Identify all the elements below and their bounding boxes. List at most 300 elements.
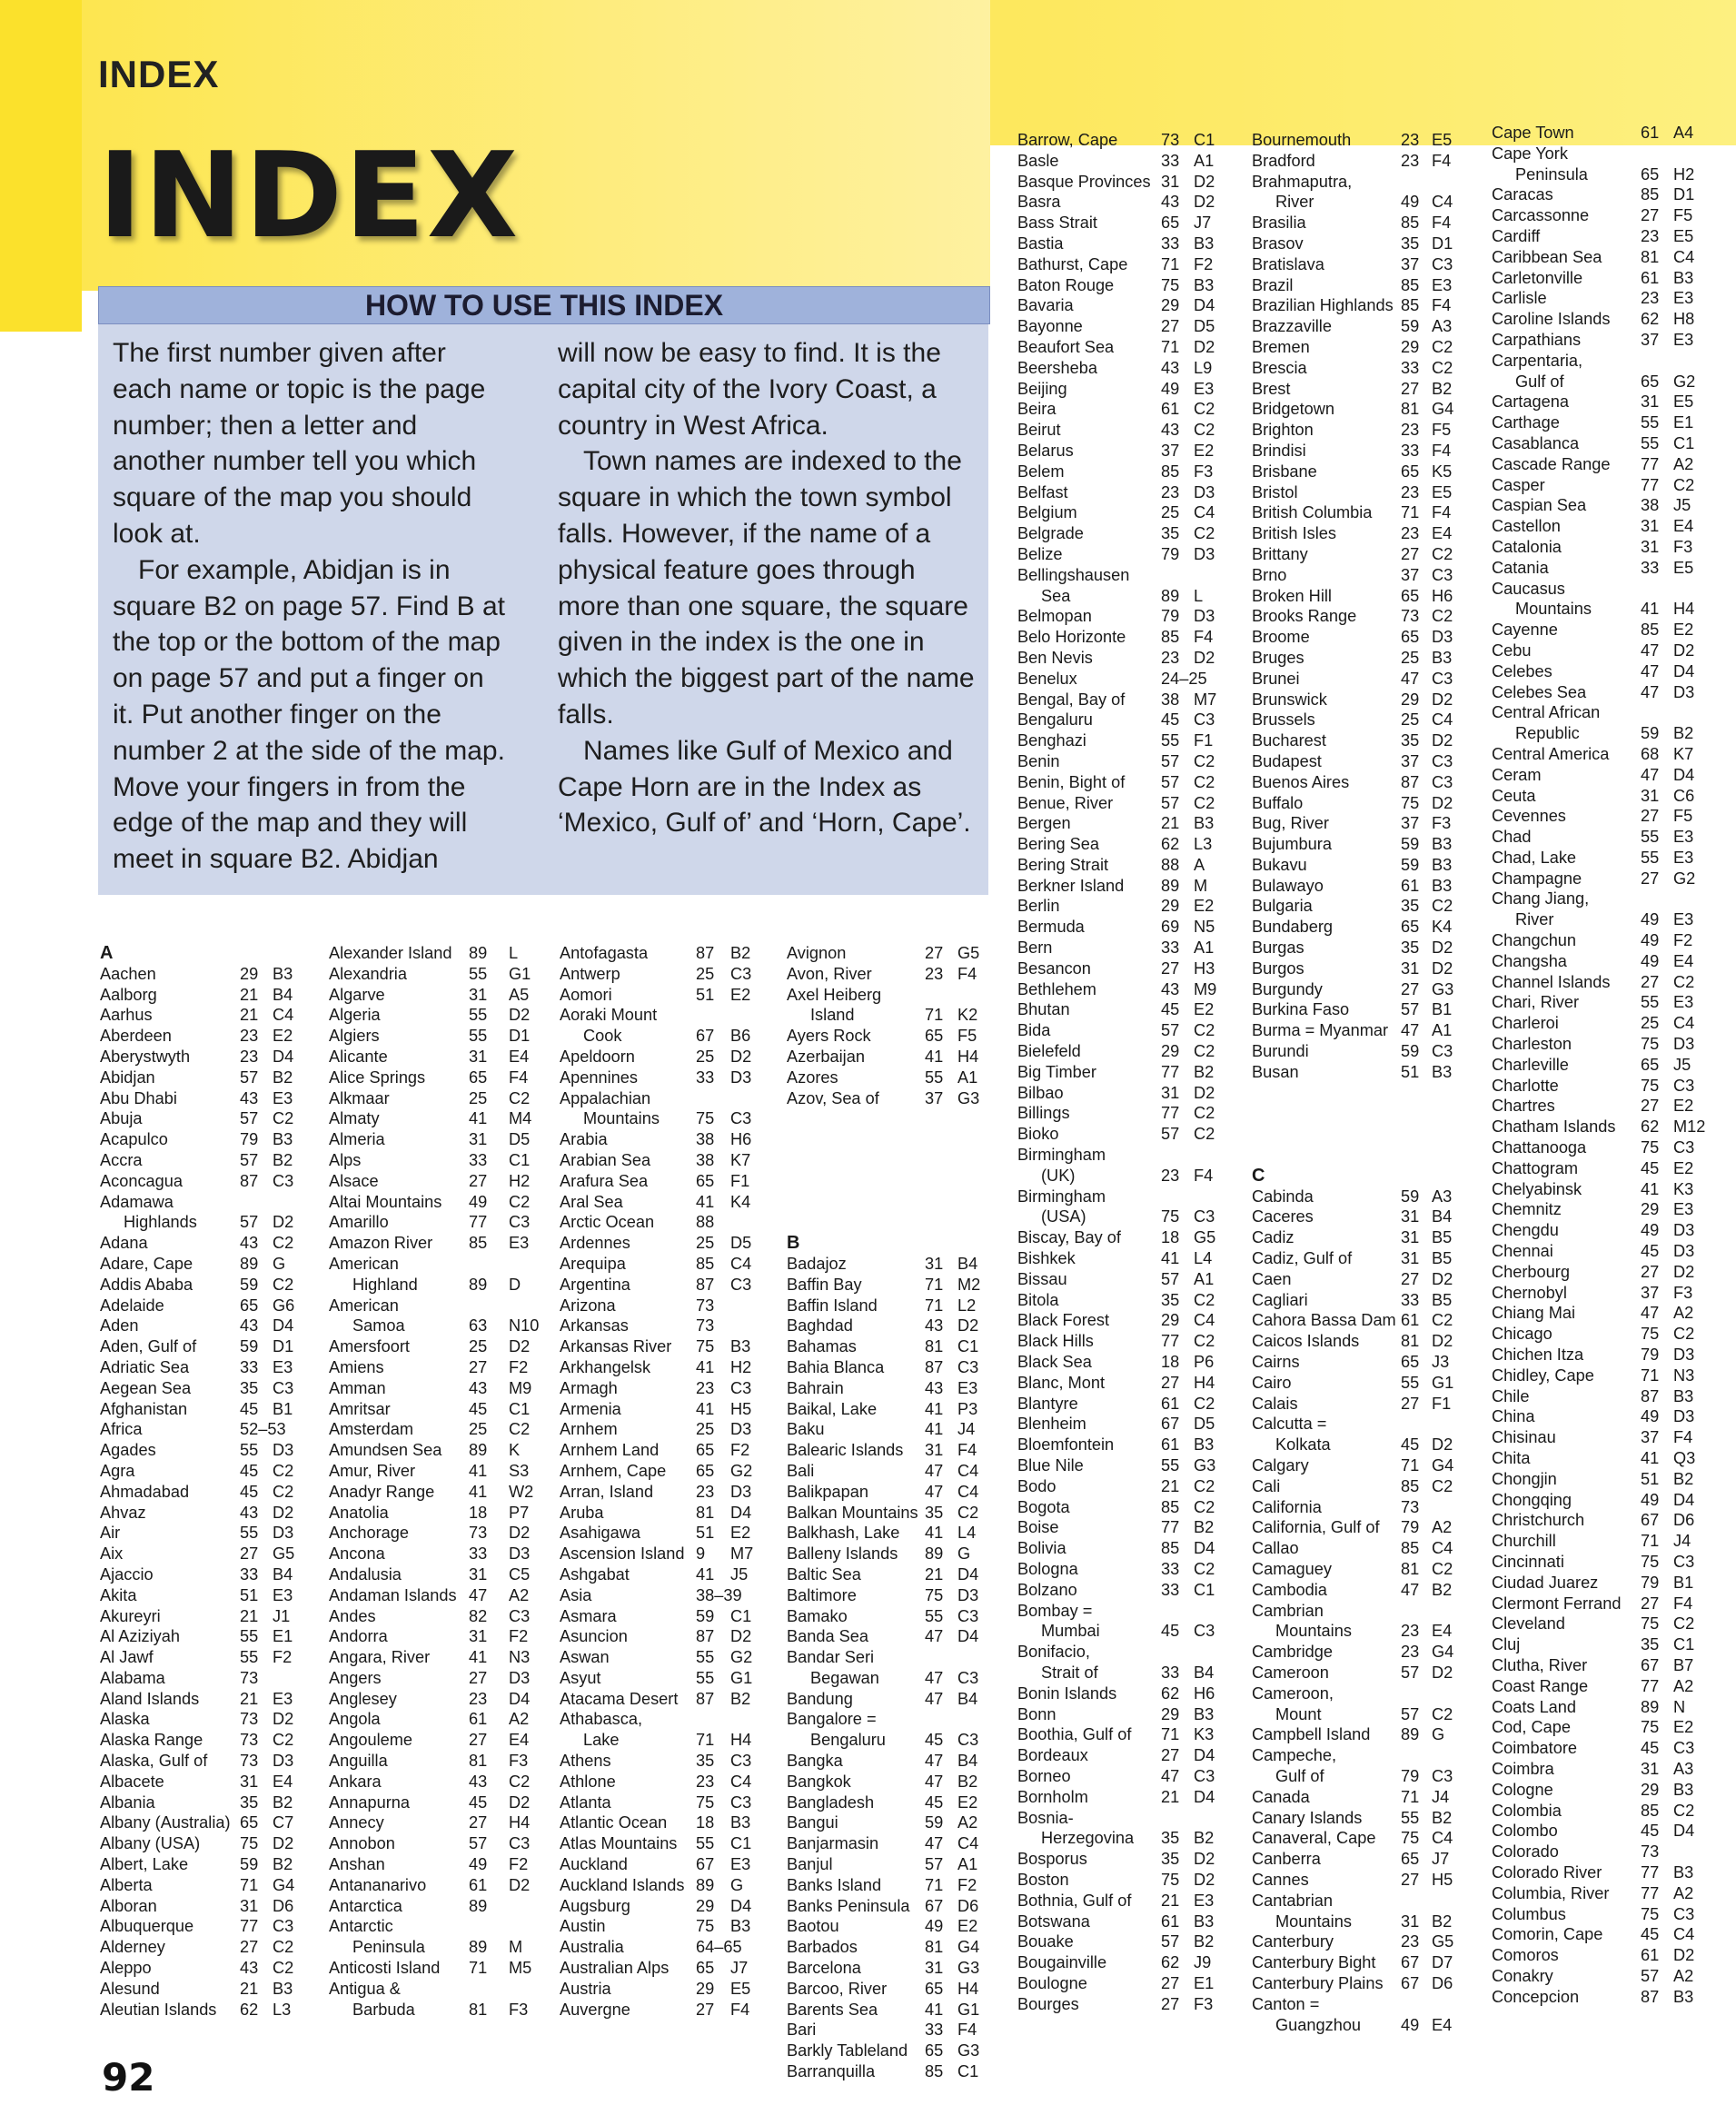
index-square: B5 — [1432, 1228, 1453, 1247]
index-square: F2 — [1194, 254, 1214, 273]
index-square: C2 — [1432, 1704, 1453, 1723]
index-page: 33 — [1401, 441, 1420, 460]
index-name: River — [1515, 910, 1554, 929]
index-page: 25 — [1641, 1014, 1660, 1033]
index-page: 87 — [696, 1275, 715, 1294]
index-page: 35 — [1401, 731, 1420, 750]
index-page: 45 — [469, 1399, 488, 1418]
index-name: Gulf of — [1275, 1766, 1324, 1785]
index-page: 71 — [925, 1275, 944, 1294]
index-page: 47 — [1641, 765, 1660, 784]
index-name: Brno — [1252, 565, 1287, 584]
index-page: 87 — [696, 944, 715, 962]
index-square: H2 — [1673, 164, 1695, 184]
index-name: Campeche, — [1252, 1746, 1337, 1765]
index-name: Besancon — [1017, 958, 1091, 978]
index-square: E5 — [1673, 558, 1694, 577]
index-page: 65 — [1401, 1850, 1420, 1869]
index-page: 61 — [1641, 1946, 1660, 1965]
index-name: Blue Nile — [1017, 1456, 1084, 1475]
index-name: Mount — [1275, 1704, 1322, 1723]
index-square: M7 — [1194, 690, 1217, 709]
index-name: Bellingshausen — [1017, 565, 1130, 584]
index-page: 59 — [696, 1606, 715, 1625]
index-name: Chelyabinsk — [1492, 1179, 1582, 1198]
index-page: 23 — [925, 964, 944, 983]
index-page: 75 — [1641, 1718, 1660, 1737]
index-name: Highland — [352, 1275, 418, 1294]
index-page: 65 — [1401, 918, 1420, 937]
index-name: Chichen Itza — [1492, 1346, 1584, 1365]
index-name: Bastia — [1017, 233, 1064, 253]
index-page: 87 — [1641, 1386, 1660, 1405]
index-name: Alaska, Gulf of — [100, 1752, 208, 1771]
index-name: Brescia — [1252, 358, 1307, 377]
index-square: F4 — [509, 1067, 529, 1087]
index-page: 21 — [1161, 1476, 1180, 1495]
index-name: Bahrain — [787, 1378, 844, 1397]
index-square: G — [730, 1875, 744, 1894]
index-square: F4 — [730, 2000, 750, 2019]
index-page: 77 — [1641, 454, 1660, 473]
index-name: Albania — [100, 1792, 155, 1812]
index-page: 21 — [240, 985, 259, 1004]
index-page: 55 — [1401, 1808, 1420, 1827]
index-page: 33 — [1161, 1663, 1180, 1682]
index-name: Andaman Islands — [329, 1585, 457, 1604]
index-name: Bodo — [1017, 1476, 1056, 1495]
index-page: 41 — [1641, 1449, 1660, 1467]
index-name: Asmara — [560, 1606, 617, 1625]
index-name: Chongqing — [1492, 1490, 1572, 1509]
index-name: Ashgabat — [560, 1564, 630, 1584]
index-square: G1 — [509, 964, 531, 983]
index-page: 71 — [469, 1959, 488, 1978]
index-name: Basque Provinces — [1017, 172, 1151, 191]
index-name: Albany (Australia) — [100, 1813, 231, 1832]
index-page: 59 — [240, 1337, 259, 1356]
index-square: C4 — [273, 1006, 294, 1025]
index-name: Antananarivo — [329, 1875, 427, 1894]
index-name: Albuquerque — [100, 1917, 194, 1936]
index-square: A1 — [1194, 151, 1215, 170]
index-page: 43 — [469, 1378, 488, 1397]
index-square: G — [957, 1544, 971, 1564]
index-page: 23 — [1401, 421, 1420, 440]
index-square: B7 — [1673, 1655, 1694, 1674]
index-name: Brunei — [1252, 669, 1300, 688]
index-page: 77 — [1161, 1518, 1180, 1537]
index-name: Burgos — [1252, 958, 1304, 978]
index-page: 35 — [240, 1792, 259, 1812]
index-name: Central African — [1492, 703, 1601, 722]
index-square: D1 — [1432, 233, 1453, 253]
index-page: 38–39 — [696, 1585, 742, 1604]
index-page: 65 — [1641, 164, 1660, 184]
index-square: D2 — [1194, 172, 1215, 191]
index-name: Strait of — [1041, 1663, 1098, 1682]
index-page: 31 — [1641, 537, 1660, 556]
index-page: 63 — [469, 1316, 488, 1336]
index-square: C3 — [273, 1378, 294, 1397]
index-page: 29 — [1641, 1780, 1660, 1799]
index-name: Aden, Gulf of — [100, 1337, 197, 1356]
index-page: 37 — [1641, 1428, 1660, 1447]
index-square: E2 — [957, 1917, 978, 1936]
index-square: B3 — [1194, 1435, 1215, 1455]
index-square: N10 — [509, 1316, 540, 1336]
index-page: 45 — [469, 1792, 488, 1812]
index-name: Caucasus — [1492, 579, 1565, 598]
index-name: Benin, Bight of — [1017, 772, 1126, 791]
index-square: D4 — [1673, 1490, 1695, 1509]
index-name: Bujumbura — [1252, 835, 1332, 854]
index-square: C3 — [509, 1213, 531, 1232]
index-page: 47 — [1161, 1766, 1180, 1785]
index-square: G2 — [730, 1648, 753, 1667]
index-name: Cairns — [1252, 1353, 1300, 1372]
index-page: 81 — [1401, 400, 1420, 419]
index-square: F4 — [1432, 151, 1452, 170]
index-page: 31 — [1401, 1228, 1420, 1247]
index-page: 62 — [1161, 1953, 1180, 1972]
index-square: E3 — [957, 1378, 978, 1397]
index-square: C3 — [1194, 710, 1215, 730]
index-page: 45 — [1401, 1435, 1420, 1455]
index-page: 55 — [469, 1027, 488, 1046]
index-square: C2 — [273, 1275, 294, 1294]
index-page: 61 — [1161, 1912, 1180, 1931]
index-square: C3 — [1432, 751, 1453, 770]
index-square: C1 — [1194, 131, 1215, 149]
index-name: Arnhem, Cape — [560, 1461, 667, 1480]
index-page: 57 — [469, 1834, 488, 1853]
index-name: Bass Strait — [1017, 213, 1097, 233]
index-name: Andalusia — [329, 1564, 402, 1584]
index-square: C4 — [1194, 1311, 1215, 1330]
index-name: Amur, River — [329, 1461, 415, 1480]
index-name: Belarus — [1017, 441, 1074, 460]
index-name: Begawan — [810, 1668, 879, 1687]
index-square: F5 — [957, 1027, 977, 1046]
index-square: C2 — [273, 1461, 294, 1480]
index-square: C4 — [957, 1834, 979, 1853]
index-square: C2 — [1673, 1614, 1695, 1633]
index-page: 27 — [469, 1813, 488, 1832]
index-square: M2 — [957, 1275, 981, 1294]
index-square: B3 — [1194, 1912, 1215, 1931]
index-square: G2 — [730, 1461, 753, 1480]
index-name: Antarctic — [329, 1917, 393, 1936]
index-page: 18 — [469, 1503, 488, 1522]
index-square: C3 — [957, 1668, 979, 1687]
index-name: Azores — [787, 1067, 838, 1087]
index-name: Broome — [1252, 628, 1310, 647]
index-square: B2 — [1194, 1829, 1215, 1848]
index-name: Burgas — [1252, 938, 1304, 958]
index-square: B1 — [1673, 1573, 1694, 1592]
index-page: 27 — [1641, 1262, 1660, 1281]
index-page: 73 — [240, 1752, 259, 1771]
index-page: 82 — [469, 1606, 488, 1625]
index-square: B4 — [1432, 1207, 1453, 1226]
index-name: Angouleme — [329, 1731, 413, 1750]
index-square: D5 — [509, 1130, 531, 1149]
index-square: B1 — [1432, 1000, 1453, 1019]
index-name: Belem — [1017, 462, 1065, 481]
index-page: 33 — [1161, 1559, 1180, 1578]
index-name: Basra — [1017, 193, 1061, 212]
index-square: K5 — [1432, 462, 1453, 481]
index-page: 37 — [1401, 751, 1420, 770]
index-name: Benghazi — [1017, 731, 1086, 750]
index-page: 27 — [1401, 979, 1420, 998]
index-square: D3 — [1673, 1035, 1695, 1054]
index-square: A2 — [957, 1813, 978, 1832]
index-page: 29 — [1161, 1042, 1180, 1061]
index-square: D4 — [273, 1047, 294, 1066]
index-square: D2 — [730, 1627, 752, 1646]
index-page: 85 — [925, 2062, 944, 2081]
index-square: L2 — [957, 1296, 977, 1315]
index-square: C3 — [1194, 1622, 1215, 1641]
index-page: 71 — [925, 1875, 944, 1894]
index-square: C1 — [957, 1337, 979, 1356]
index-name: Brisbane — [1252, 462, 1317, 481]
index-page: 43 — [1161, 193, 1180, 212]
index-page: 55 — [240, 1524, 259, 1543]
index-name: Brasov — [1252, 233, 1304, 253]
index-square: F4 — [957, 964, 977, 983]
index-square: D2 — [1194, 1083, 1215, 1102]
index-page: 85 — [469, 1234, 488, 1253]
index-name: Balleny Islands — [787, 1544, 898, 1564]
index-name: Aix — [100, 1544, 124, 1564]
index-square: F2 — [509, 1627, 529, 1646]
index-square: G5 — [957, 944, 980, 962]
index-name: Bruges — [1252, 648, 1304, 667]
index-name: Arnhem — [560, 1420, 618, 1439]
index-page: 51 — [1641, 1469, 1660, 1488]
index-name: Chisinau — [1492, 1428, 1556, 1447]
index-page: 71 — [1161, 1725, 1180, 1744]
index-page: 35 — [925, 1503, 944, 1522]
index-name: Busan — [1252, 1062, 1299, 1081]
index-square: C2 — [1194, 793, 1215, 812]
index-square: F1 — [1432, 1394, 1452, 1413]
index-square: B3 — [1194, 1704, 1215, 1723]
index-name: Cabinda — [1252, 1187, 1314, 1206]
index-page: 33 — [469, 1544, 488, 1564]
index-page: 71 — [1401, 1456, 1420, 1475]
index-name: Bourges — [1017, 1994, 1079, 2013]
index-square: D6 — [1673, 1511, 1695, 1530]
index-square: D3 — [273, 1752, 294, 1771]
index-name: Canada — [1252, 1787, 1310, 1806]
index-name: Bosporus — [1017, 1850, 1087, 1869]
index-square: C4 — [730, 1772, 752, 1791]
index-square: A2 — [509, 1710, 530, 1729]
index-square: B2 — [1673, 1469, 1694, 1488]
index-page: 47 — [1641, 1304, 1660, 1323]
index-page: 87 — [925, 1357, 944, 1376]
index-name: Casablanca — [1492, 433, 1580, 452]
index-name: Alexandria — [329, 964, 407, 983]
index-name: Brittany — [1252, 544, 1308, 563]
index-page: 35 — [1161, 1290, 1180, 1309]
index-square: E4 — [509, 1731, 530, 1750]
index-square: D4 — [1194, 1787, 1215, 1806]
index-name: Bremen — [1252, 337, 1310, 356]
index-page: 41 — [696, 1192, 715, 1211]
index-page: 67 — [1641, 1511, 1660, 1530]
index-name: Australian Alps — [560, 1959, 670, 1978]
index-square: C2 — [509, 1420, 531, 1439]
index-name: Chile — [1492, 1386, 1530, 1405]
index-square: D2 — [509, 1875, 531, 1894]
index-page: 47 — [925, 1772, 944, 1791]
index-square: A1 — [1432, 1021, 1453, 1040]
index-page: 73 — [469, 1524, 488, 1543]
index-square: D4 — [1673, 1822, 1695, 1841]
index-name: Ahvaz — [100, 1503, 146, 1522]
index-name: Amazon River — [329, 1234, 433, 1253]
index-square: C2 — [1194, 1125, 1215, 1144]
index-name: Chongjin — [1492, 1469, 1557, 1488]
index-page: 47 — [925, 1461, 944, 1480]
index-name: Apennines — [560, 1067, 638, 1087]
index-page: 73 — [1401, 1497, 1420, 1516]
index-square: G1 — [1432, 1373, 1454, 1392]
index-square: G5 — [1194, 1228, 1216, 1247]
index-square: D4 — [957, 1564, 979, 1584]
howto-heading: HOW TO USE THIS INDEX — [98, 286, 990, 324]
index-name: Akureyri — [100, 1606, 161, 1625]
index-square: C2 — [1194, 1559, 1215, 1578]
howto-paragraph: For example, Abidjan is in square B2 on page 57. Find B at the top or the bottom of the map on page 57 and put a finger on it. Put another finger on the number 2 at the side of the map. Move your fingers in from the edge of the map and they will meet in square B2. Abidjan — [113, 554, 505, 875]
index-square: D2 — [957, 1316, 979, 1336]
index-page: 89 — [1161, 876, 1180, 895]
index-page: 27 — [469, 1731, 488, 1750]
index-name: Chidley, Cape — [1492, 1365, 1594, 1385]
index-square: F4 — [957, 2021, 977, 2040]
index-square: D3 — [273, 1524, 294, 1543]
index-name: Berkner Island — [1017, 876, 1125, 895]
index-page: 23 — [1401, 524, 1420, 543]
index-name: Casper — [1492, 475, 1545, 494]
index-square: B6 — [730, 1027, 751, 1046]
index-name: Addis Ababa — [100, 1275, 193, 1294]
index-name: Banjul — [787, 1855, 833, 1874]
index-name: Algeria — [329, 1006, 381, 1025]
index-name: Air — [100, 1524, 121, 1543]
index-page: 68 — [1641, 744, 1660, 763]
index-name: Angola — [329, 1710, 381, 1729]
index-page: 31 — [1641, 786, 1660, 805]
index-name: Cod, Cape — [1492, 1718, 1571, 1737]
index-name: Adriatic Sea — [100, 1357, 190, 1376]
index-page: 57 — [1161, 1269, 1180, 1288]
index-name: Comorin, Cape — [1492, 1925, 1603, 1944]
index-square: G3 — [1194, 1456, 1216, 1475]
index-name: Coats Land — [1492, 1697, 1577, 1716]
index-page: 43 — [240, 1316, 259, 1336]
index-square: D6 — [1432, 1973, 1453, 1992]
index-name: Blantyre — [1017, 1394, 1078, 1413]
index-name: Abidjan — [100, 1067, 155, 1087]
index-name: Colombo — [1492, 1822, 1558, 1841]
index-name: British Isles — [1252, 524, 1336, 543]
index-square: J9 — [1194, 1953, 1212, 1972]
index-page: 41 — [925, 1420, 944, 1439]
index-square: C5 — [509, 1564, 531, 1584]
index-name: Cape Town — [1492, 124, 1574, 142]
index-page: 71 — [1401, 503, 1420, 522]
index-name: Bonifacio, — [1017, 1643, 1090, 1662]
index-name: Amersfoort — [329, 1337, 410, 1356]
index-page: 23 — [1401, 1622, 1420, 1641]
index-page: 23 — [1401, 1932, 1420, 1951]
index-page: 57 — [1401, 1000, 1420, 1019]
index-name: Anchorage — [329, 1524, 409, 1543]
index-page: 85 — [1401, 1539, 1420, 1558]
index-square: C3 — [1432, 565, 1453, 584]
index-page: 85 — [696, 1254, 715, 1273]
index-square: D3 — [1194, 482, 1215, 501]
index-square: D2 — [509, 1792, 531, 1812]
index-square: A — [1194, 855, 1205, 874]
index-name: Anguilla — [329, 1752, 388, 1771]
index-name: Bishkek — [1017, 1249, 1076, 1268]
index-page: 75 — [696, 1917, 715, 1936]
index-page: 47 — [925, 1668, 944, 1687]
index-page: 35 — [1161, 524, 1180, 543]
index-page: 35 — [240, 1378, 259, 1397]
index-square: B3 — [273, 1130, 293, 1149]
index-page: 43 — [240, 1234, 259, 1253]
index-square: K7 — [1673, 744, 1694, 763]
index-square: B3 — [730, 1917, 751, 1936]
index-square: F4 — [1432, 296, 1452, 315]
index-name: Abuja — [100, 1109, 143, 1128]
index-square: G4 — [1432, 1456, 1454, 1475]
index-square: E2 — [1194, 897, 1215, 916]
index-name: Alderney — [100, 1938, 165, 1957]
index-square: C2 — [1194, 1497, 1215, 1516]
index-page: 62 — [1161, 835, 1180, 854]
index-square: E2 — [1673, 1158, 1694, 1177]
index-page: 81 — [1641, 247, 1660, 266]
index-name: Black Hills — [1017, 1332, 1094, 1351]
index-name: Agades — [100, 1441, 156, 1460]
index-name: Bilbao — [1017, 1083, 1064, 1102]
index-name: Cambodia — [1252, 1580, 1327, 1599]
index-page: 37 — [1161, 441, 1180, 460]
index-name: Caen — [1252, 1269, 1292, 1288]
index-name: Columbia, River — [1492, 1883, 1610, 1902]
index-square: C2 — [1432, 1311, 1453, 1330]
index-name: Andorra — [329, 1627, 388, 1646]
index-square: F1 — [730, 1171, 750, 1190]
index-name: Cairo — [1252, 1373, 1292, 1392]
index-name: Bali — [787, 1461, 815, 1480]
index-square: E3 — [1673, 828, 1694, 847]
index-name: Alaska — [100, 1710, 150, 1729]
index-square: E4 — [1673, 517, 1694, 536]
index-page: 67 — [696, 1027, 715, 1046]
index-page: 85 — [1641, 621, 1660, 640]
index-name: Bolzano — [1017, 1580, 1077, 1599]
